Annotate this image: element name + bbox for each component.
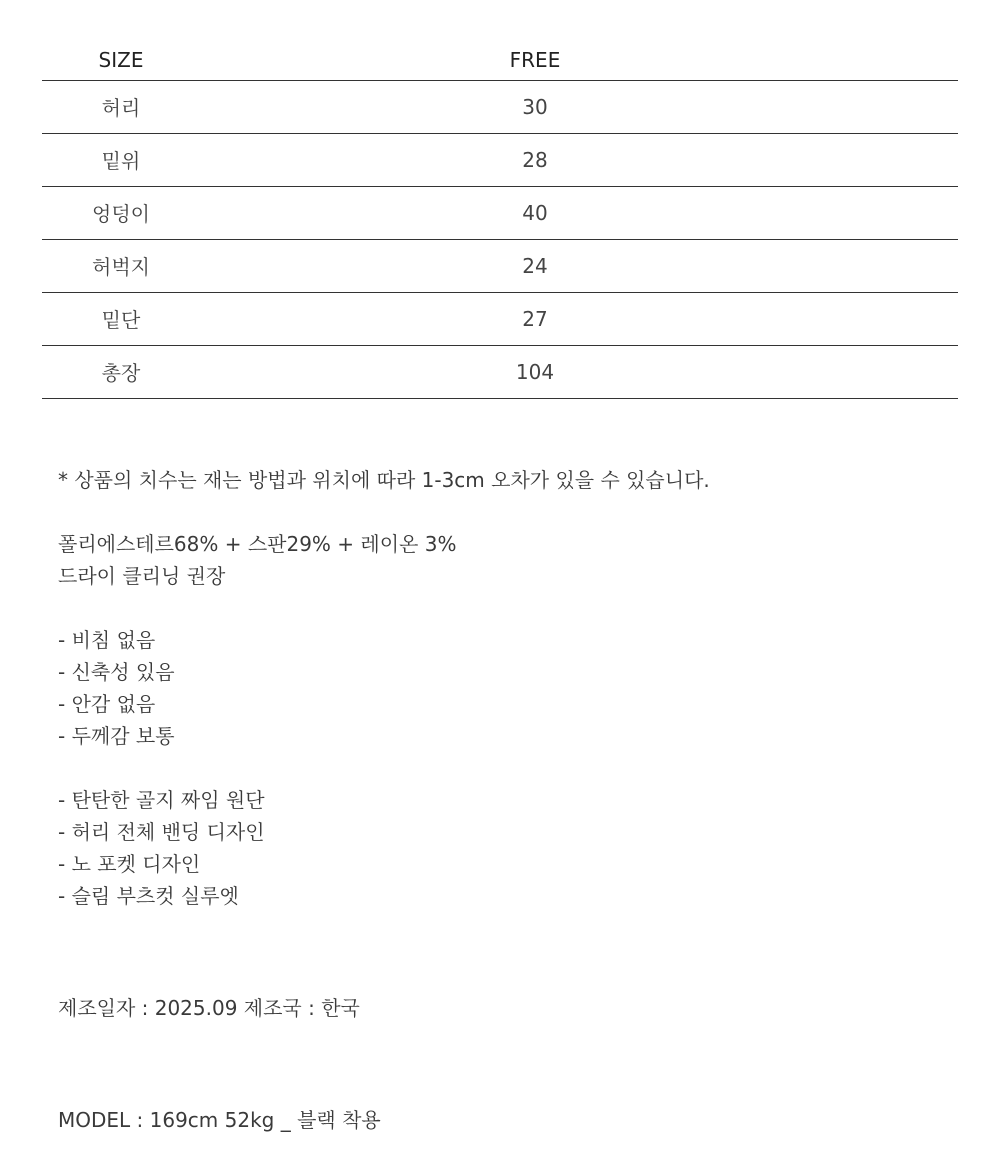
measure-value: 40 — [200, 186, 620, 239]
spacer — [58, 1056, 958, 1104]
spacer — [58, 912, 958, 944]
row-spacer — [620, 133, 958, 186]
row-spacer — [620, 345, 958, 398]
size-header-value: FREE — [200, 40, 620, 80]
property-item: - 안감 없음 — [58, 692, 156, 716]
table-row — [42, 133, 958, 186]
row-spacer — [620, 292, 958, 345]
measure-label: 허리 — [42, 80, 200, 133]
table-row — [42, 239, 958, 292]
row-spacer — [620, 80, 958, 133]
property-item: - 신축성 있음 — [58, 660, 175, 684]
material-composition: 폴리에스테르68% + 스판29% + 레이온 3% — [58, 532, 457, 556]
table-row — [42, 80, 958, 133]
size-header-spacer — [620, 40, 958, 80]
product-notes — [58, 464, 958, 1136]
measure-value: 24 — [200, 239, 620, 292]
measure-value: 27 — [200, 292, 620, 345]
table-row — [42, 186, 958, 239]
size-table-header-row — [42, 40, 958, 80]
measure-label: 엉덩이 — [42, 186, 200, 239]
measure-value: 104 — [200, 345, 620, 398]
spacer — [58, 944, 958, 992]
feature-item: - 슬림 부츠컷 실루엣 — [58, 884, 239, 908]
row-spacer — [620, 239, 958, 292]
property-item: - 두께감 보통 — [58, 724, 175, 748]
measure-value: 28 — [200, 133, 620, 186]
table-row — [42, 292, 958, 345]
feature-item: - 허리 전체 밴딩 디자인 — [58, 820, 265, 844]
measure-label: 총장 — [42, 345, 200, 398]
feature-item: - 노 포켓 디자인 — [58, 852, 201, 876]
measure-label: 밑위 — [42, 133, 200, 186]
care-instruction: 드라이 클리닝 권장 — [58, 564, 226, 588]
spacer — [58, 592, 958, 624]
size-table — [42, 40, 958, 399]
row-spacer — [620, 186, 958, 239]
feature-item: - 탄탄한 골지 짜임 원단 — [58, 788, 265, 812]
measure-label: 밑단 — [42, 292, 200, 345]
spacer — [58, 496, 958, 528]
model-info: MODEL : 169cm 52kg _ 블랙 착용 — [58, 1108, 381, 1132]
measure-value: 30 — [200, 80, 620, 133]
table-row — [42, 345, 958, 398]
manufacture-info: 제조일자 : 2025.09 제조국 : 한국 — [58, 996, 360, 1020]
size-header-label: SIZE — [42, 40, 200, 80]
measure-label: 허벅지 — [42, 239, 200, 292]
property-item: - 비침 없음 — [58, 628, 156, 652]
spacer — [58, 752, 958, 784]
measurement-note: * 상품의 치수는 재는 방법과 위치에 따라 1-3cm 오차가 있을 수 있습니다. — [58, 468, 710, 492]
spacer — [58, 1024, 958, 1056]
